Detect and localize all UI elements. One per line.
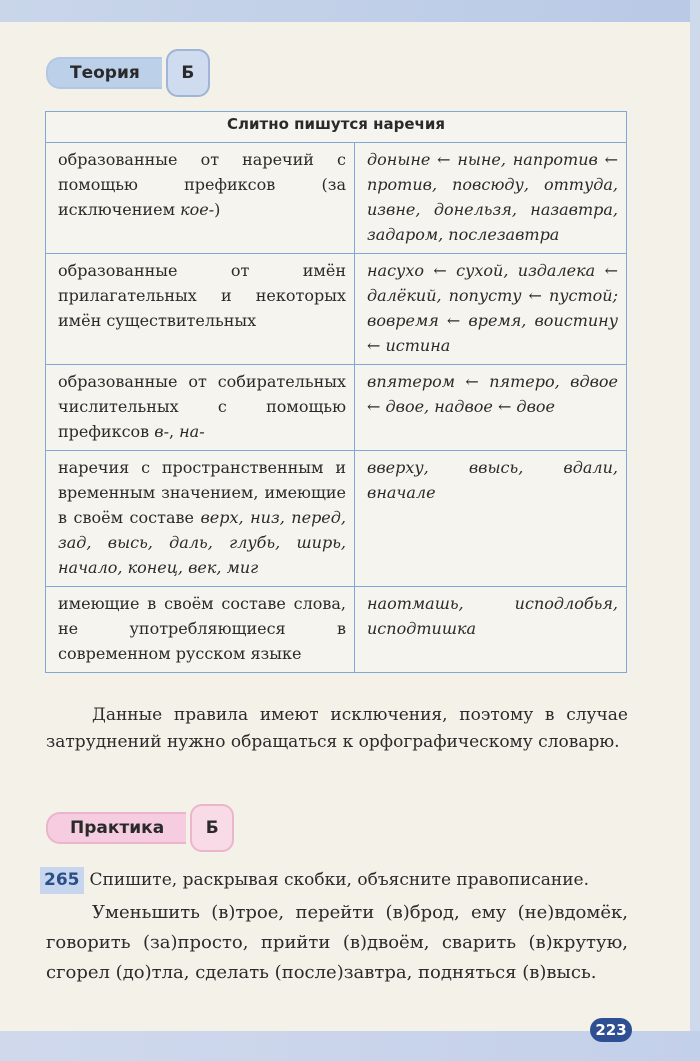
rule-examples: доныне ← ныне, напротив ← против, повсюду, оттуда, извне, донельзя, назавтра, задаром, послезавтра [355, 143, 627, 254]
exercise-instruction: Спишите, раскрывая скобки, объясните правописание. [89, 870, 590, 890]
rule-examples: впятером ← пятеро, вдвое ← двое, надвое ← двое [355, 365, 627, 451]
top-decor-band [0, 0, 700, 22]
rule-text: , [168, 422, 180, 441]
theory-label: Теория [46, 57, 162, 89]
exercise-instruction-line [40, 867, 628, 894]
rule-text-italic: в- [154, 422, 169, 441]
rule-examples: наотмашь, исподлобья, исподтишка [355, 587, 627, 673]
rule-text-italic: кое- [180, 200, 215, 219]
theory-tag [46, 53, 210, 93]
page-edge [690, 0, 700, 1061]
rule-text: образованные от наречий с помощью префиксов (за исключением [58, 150, 346, 219]
table-row [46, 587, 627, 673]
table-row [46, 143, 627, 254]
rule-examples: вверху, ввысь, вдали, вначале [355, 451, 627, 587]
rule-text: наречия с пространственным и временным значением, имеющие в своём составе [58, 458, 346, 527]
exercise-number: 265 [40, 867, 84, 894]
practice-level: Б [190, 804, 234, 852]
table-title: Слитно пишутся наречия [46, 112, 627, 143]
rule-text: ) [214, 200, 221, 219]
theory-level: Б [166, 49, 210, 97]
rule-description [46, 143, 355, 254]
rule-description [46, 365, 355, 451]
rule-text-italic: верх, низ, перед, зад, высь, даль, глубь, ширь, начало, конец, век, миг [58, 508, 347, 577]
rule-note: Данные правила имеют исключения, поэтому в случае затруднений нужно обращаться к орфографическому словарю. [46, 705, 628, 752]
rule-description: имеющие в своём составе слова, не употребляющиеся в современном русском языке [46, 587, 355, 673]
exercise-text: Уменьшить (в)трое, перейти (в)брод, ему (не)вдомёк, говорить (за)просто, прийти (в)двоём, сварить (в)крутую, сгорел (до)тла, сделать (после)завтра, подняться (в)высь. [46, 902, 628, 983]
rule-examples: насухо ← сухой, издалека ← далёкий, попусту ← пустой; вовремя ← время, воистину ← истина [355, 254, 627, 365]
page-number: 223 [590, 1018, 632, 1042]
rule-description [46, 451, 355, 587]
rule-text-italic: на- [179, 422, 205, 441]
table-header-row [46, 112, 627, 143]
table-row [46, 365, 627, 451]
practice-tag [46, 808, 234, 848]
rules-table [45, 111, 627, 673]
table-row [46, 451, 627, 587]
table-row [46, 254, 627, 365]
rule-description: образованные от имён прилагательных и некоторых имён существительных [46, 254, 355, 365]
practice-label: Практика [46, 812, 186, 844]
rule-text: образованные от собирательных числительных с помощью префиксов [58, 372, 346, 441]
